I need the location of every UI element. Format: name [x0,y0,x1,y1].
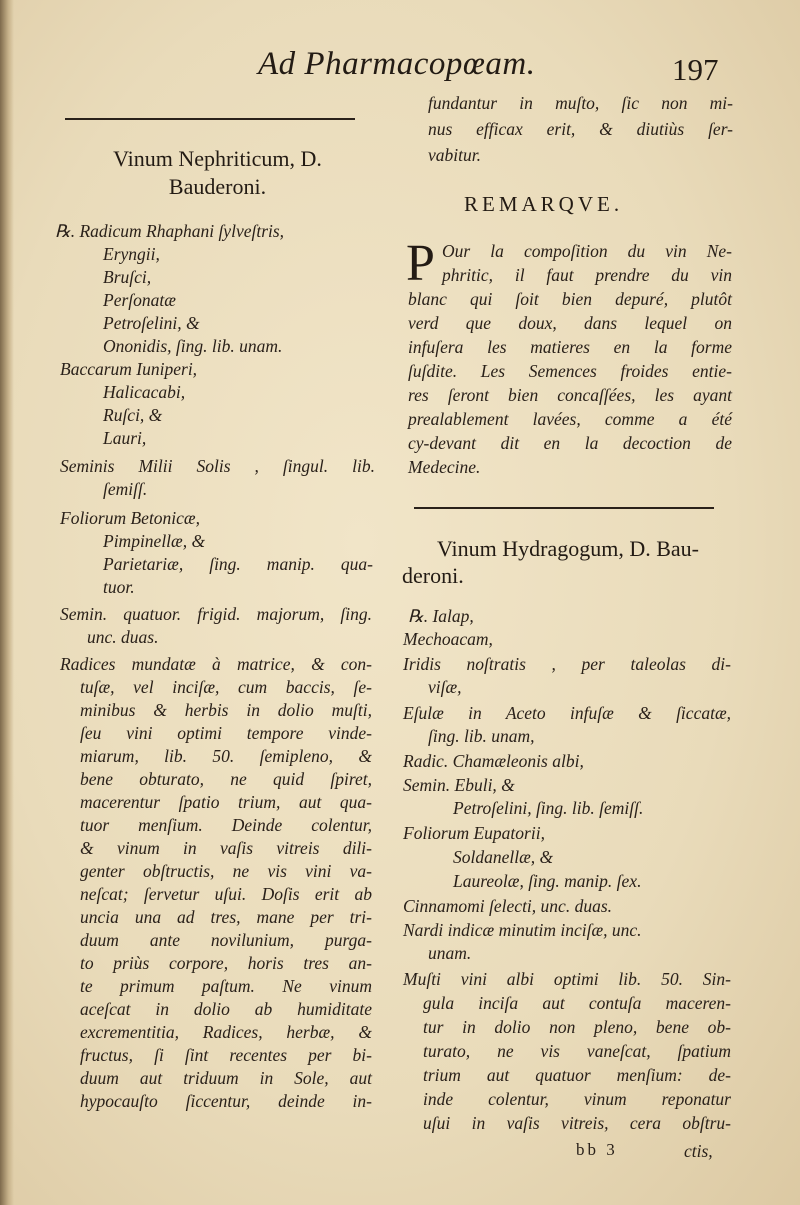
page-number: 197 [672,52,719,87]
text-line: ℞. Radicum Rhaphani ſylveſtris, [55,221,285,241]
text-line: duum aut triduum in Sole, aut [80,1068,372,1088]
text-line: Eryngii, [103,244,160,264]
text-line: tuor menſium. Deinde colentur, [80,815,372,835]
text-line: trium aut quatuor menſium: de- [423,1065,731,1085]
text-line: Ruſci, & [103,405,163,425]
text-line: ſuſdite. Les Semences froides entie- [408,361,732,381]
text-line: Bruſci, [103,267,152,287]
text-line: ſemiſſ. [103,479,148,499]
text-line: duum ante novilunium, purga- [80,930,372,950]
remarque-heading: REMARQVE. [464,192,624,216]
text-line: to priùs corpore, horis tres an- [80,953,372,973]
text-line: Seminis Milii Solis , ſingul. lib. [60,456,375,476]
text-line: Petroſelini, & [103,313,200,333]
text-line: neſcat; ſervetur uſui. Doſis erit ab [80,884,372,904]
text-line: blanc qui ſoit bien depuré, plutôt [408,289,732,309]
text-line: ℞. Ialap, [408,606,474,626]
text-line: Radices mundatæ à matrice, & con- [60,654,372,674]
text-line: res ſeront bien concaſſées, les ayant [408,385,732,405]
text-line: tuſæ, vel inciſæ, cum baccis, ſe- [80,677,372,697]
text-line: gula inciſa aut contuſa maceren- [423,993,731,1013]
text-line: Pimpinellæ, & [103,531,206,551]
text-line: ſeu vini optimi tempore vinde- [80,723,372,743]
text-line: hypocauſto ſiccentur, deinde in- [80,1091,372,1111]
text-line: te primum paſtum. Ne vinum [80,976,372,996]
text-line: excrementitia, Radices, herbæ, & [80,1022,372,1042]
text-line: genter obſtructis, ne vis vini va- [80,861,372,881]
text-line: uncia una ad tres, mane per tri- [80,907,372,927]
text-line: Soldanellæ, & [453,847,554,867]
text-line: Nardi indicæ minutim inciſæ, unc. [403,920,642,940]
text-line: Laureolæ, ſing. manip. ſex. [453,871,642,891]
text-line: macerentur ſpatio trium, aut qua- [80,792,372,812]
text-line: Foliorum Eupatorii, [403,823,545,843]
text-line: viſæ, [428,677,462,697]
text-line: infuſera les matieres en la forme [408,337,732,357]
text-line: Baccarum Iuniperi, [60,359,198,379]
text-line: Our la compoſition du vin Ne- [442,241,732,261]
text-line: Petroſelini, ſing. lib. ſemiſſ. [453,798,644,818]
text-line: minibus & herbis in dolio muſti, [80,700,372,720]
text-line: Radic. Chamæleonis albi, [403,751,584,771]
text-line: prealablement lavées, comme a été [408,409,732,429]
text-line: vabitur. [428,145,481,165]
section-rule [65,118,355,120]
text-line: Lauri, [103,428,147,448]
text-line: Mechoacam, [403,629,493,649]
text-line: unam. [428,943,472,963]
text-line: bene obturato, ne quid ſpiret, [80,769,372,789]
text-line: phritic, il faut prendre du vin [442,265,732,285]
recipe-title-line-1: Vinum Hydragogum, D. Bau- [436,536,700,561]
text-line: turato, ne vis vaneſcat, ſpatium [423,1041,731,1061]
text-line: miarum, lib. 50. ſemipleno, & [80,746,372,766]
text-line: Parietariæ, ſing. manip. qua- [103,554,373,574]
signature-mark: bb 3 [576,1140,618,1159]
text-line: uſui in vaſis vitreis, cera obſtru- [423,1113,731,1133]
recipe-title-line-2: deroni. [402,563,464,588]
text-line: nus efficax erit, & diutiùs ſer- [428,119,733,139]
recipe-title-line-1: Vinum Nephriticum, D. [113,146,322,171]
text-line: tur in dolio non pleno, bene ob- [423,1017,731,1037]
text-line: Semin. quatuor. frigid. majorum, ſing. [60,604,372,624]
page-gutter-shadow [0,0,14,1205]
text-line: cy-devant dit en la decoction de [408,433,732,453]
catchword: ctis, [684,1141,713,1161]
text-line: aceſcat in dolio ab humiditate [80,999,372,1019]
text-line: Cinnamomi ſelecti, unc. duas. [403,896,613,916]
text-line: Iridis noſtratis , per taleolas di- [403,654,731,674]
text-line: Perſonatæ [103,290,176,310]
text-line: unc. duas. [87,627,159,647]
recipe-title-line-2: Bauderoni. [168,174,267,199]
text-line: Eſulæ in Aceto infuſæ & ſiccatæ, [403,703,731,723]
text-line: Semin. Ebuli, & [403,775,515,795]
drop-cap: P [406,235,435,292]
text-line: Medecine. [408,457,481,477]
text-line: Muſti vini albi optimi lib. 50. Sin- [403,969,731,989]
text-line: fructus, ſi ſint recentes per bi- [80,1045,372,1065]
text-line: Halicacabi, [103,382,186,402]
text-line: Foliorum Betonicæ, [60,508,200,528]
section-rule [414,507,714,509]
text-line: inde colentur, vinum reponatur [423,1089,731,1109]
text-line: & vinum in vaſis vitreis dili- [80,838,372,858]
text-line: Ononidis, ſing. lib. unam. [103,336,283,356]
text-line: verd que doux, dans lequel on [408,313,732,333]
text-line: fundantur in muſto, ſic non mi- [428,93,733,113]
running-head: Ad Pharmacopœam. [258,46,536,82]
text-line: tuor. [103,577,135,597]
text-line: ſing. lib. unam, [428,726,535,746]
